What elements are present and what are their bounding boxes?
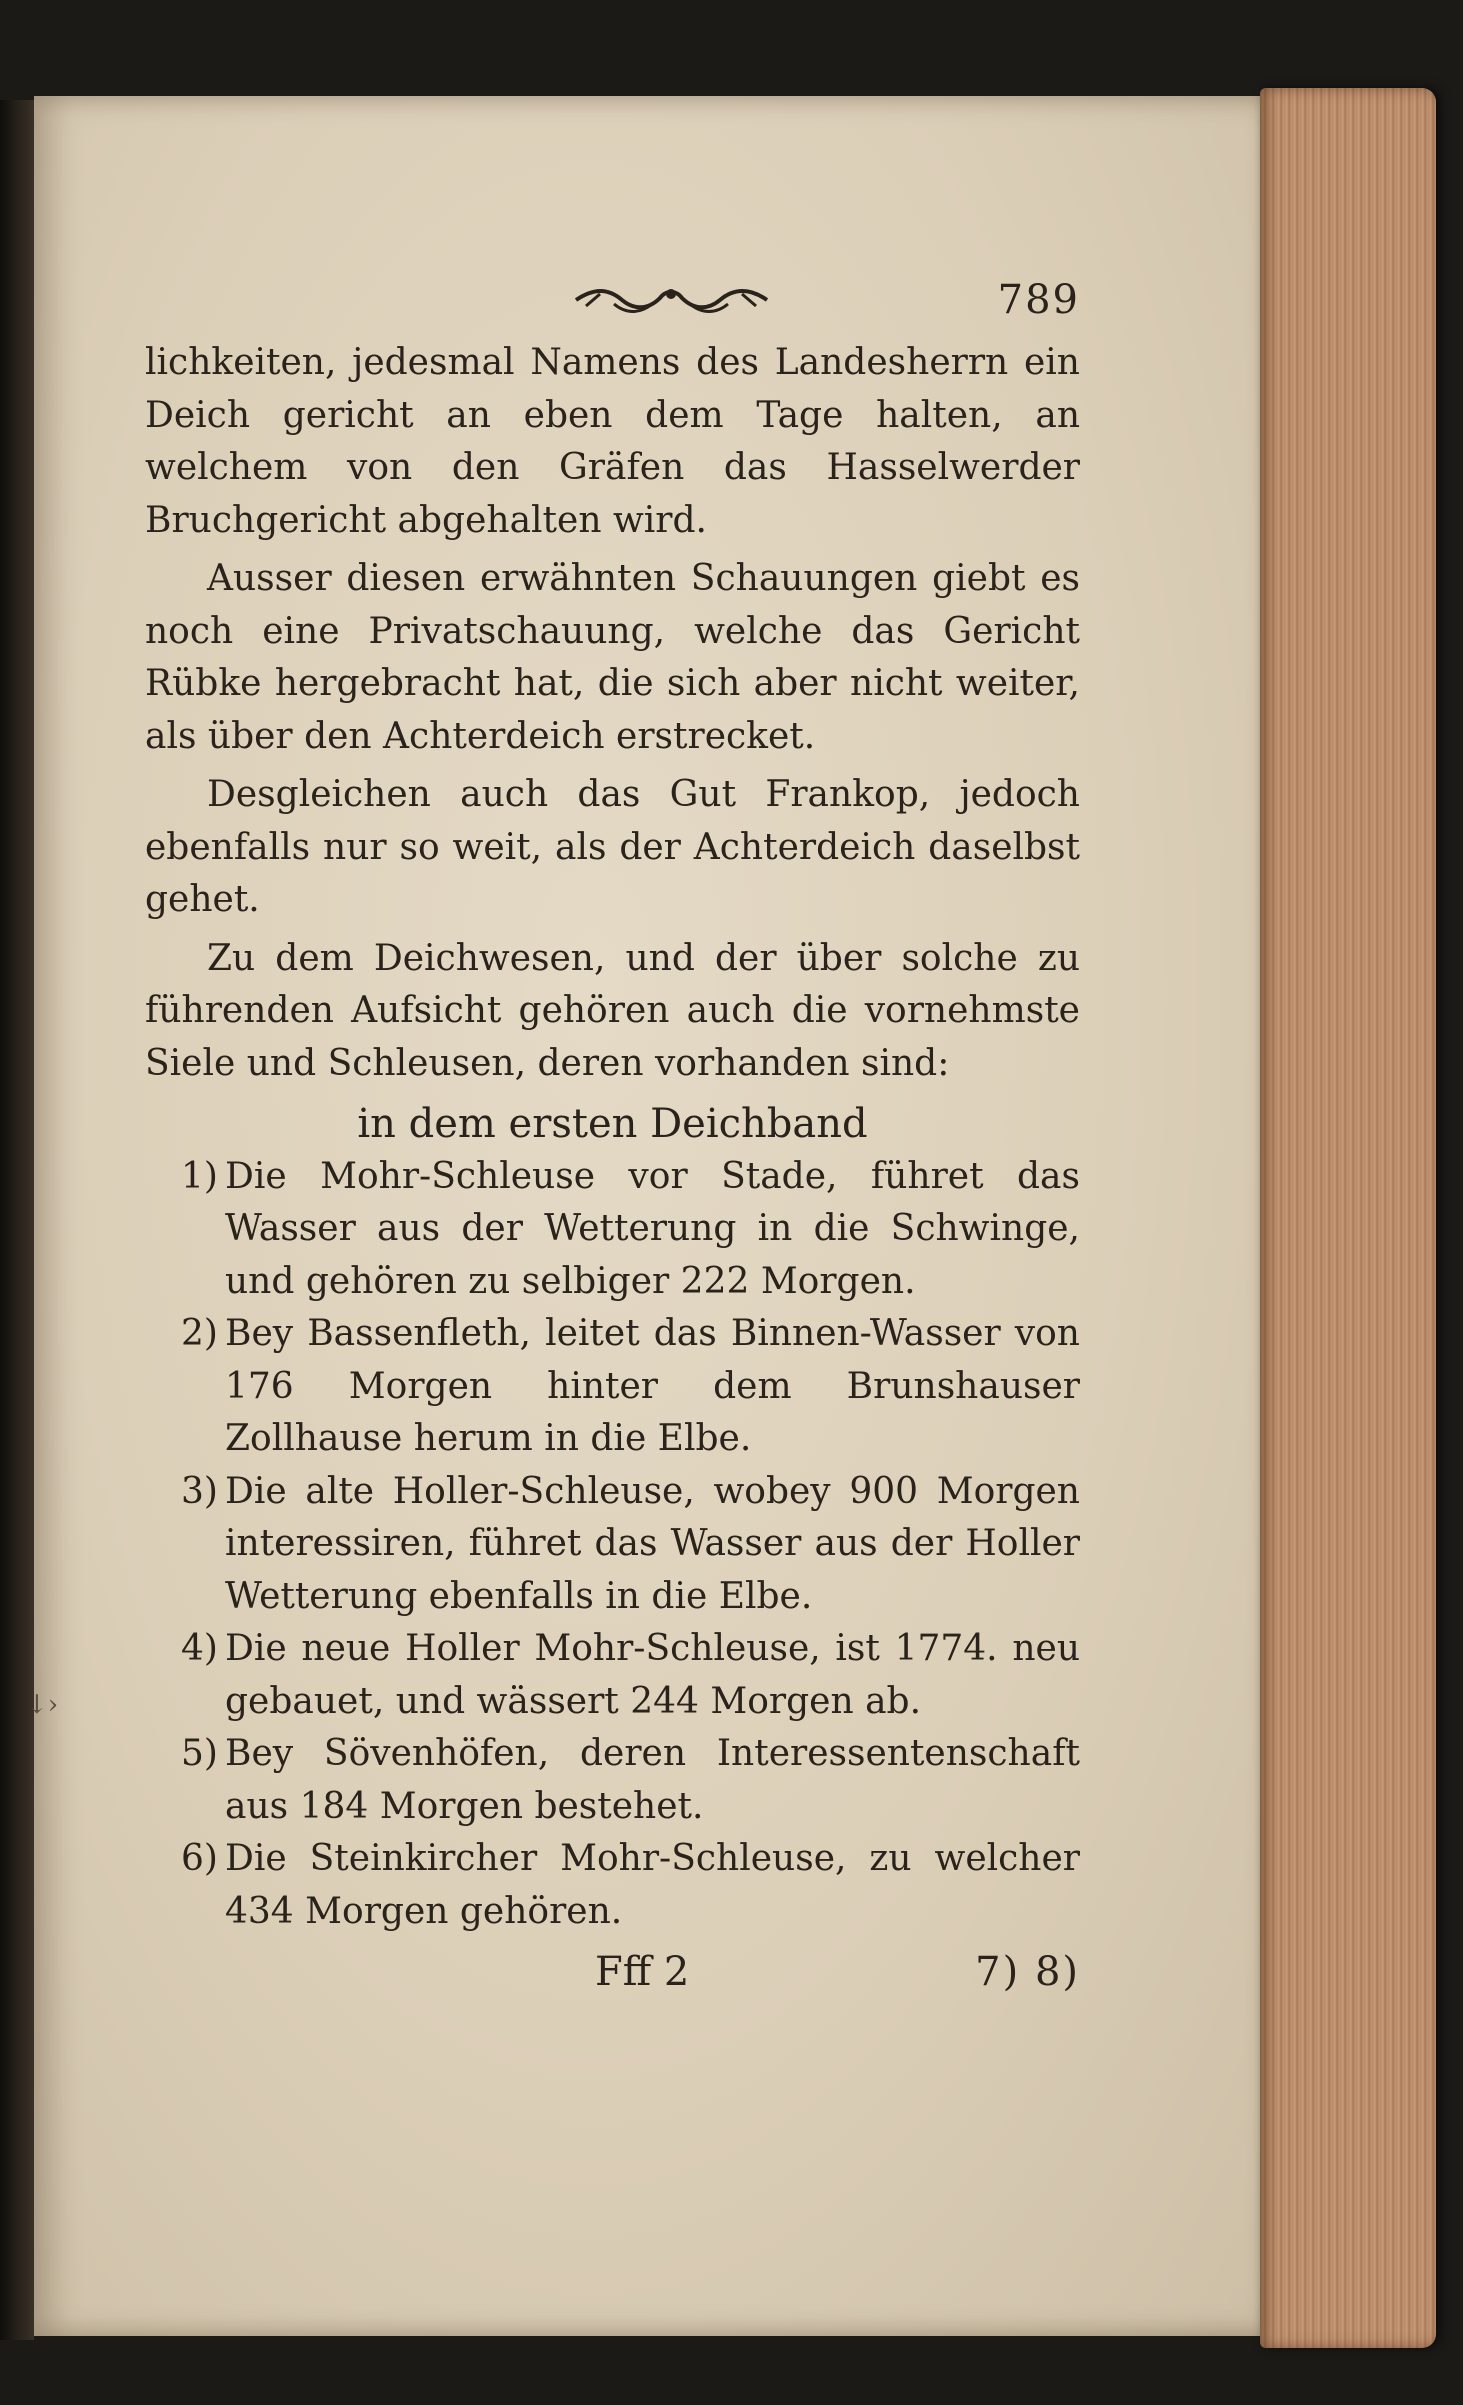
list-number: 5)	[181, 1733, 218, 1774]
list-text: Bey Sövenhöfen, deren Interessentenschaft aus 184 Morgen bestehet.	[225, 1733, 1080, 1827]
list-number: 3)	[181, 1470, 218, 1512]
list-number: 6)	[181, 1838, 218, 1879]
paragraph: Zu dem Deichwesen, und der über solche zu führenden Aufsicht gehören auch die vornehmste Siele und Schleusen, deren vorhanden sind:	[145, 937, 1080, 1084]
margin-mark: ↓›	[26, 1690, 59, 1720]
list-item	[145, 1308, 1080, 1466]
section-subheading: in dem ersten Deichband	[357, 1101, 868, 1147]
list-item	[145, 1466, 1080, 1624]
page-number: 789	[997, 276, 1080, 323]
list-item	[145, 1833, 1080, 1938]
catchword: 7) 8)	[975, 1949, 1080, 1995]
page-content	[145, 265, 1080, 1999]
list-item	[145, 1728, 1080, 1833]
fleuron-ornament-icon	[574, 280, 769, 320]
list-item	[145, 1623, 1080, 1728]
facing-page-edge	[0, 100, 34, 2340]
paragraph: Desgleichen auch das Gut Frankop, jedoch ebenfalls nur so weit, als der Achterdeich daselbst gehet.	[145, 774, 1080, 920]
list-text: Die Steinkircher Mohr-Schleuse, zu welcher 434 Morgen gehören.	[225, 1838, 1080, 1932]
page-fore-edge	[1260, 88, 1436, 2348]
list-number: 2)	[181, 1313, 218, 1354]
list-text: Die neue Holler Mohr-Schleuse, ist 1774. neu gebauet, und wässert 244 Morgen ab.	[225, 1628, 1080, 1722]
list-number: 1)	[181, 1155, 218, 1197]
paragraph: lichkeiten, jedesmal Namens des Landesherrn ein Deich gericht an eben dem Tage halten, an welchem von den Gräfen das Hasselwerder Bruchgericht abgehalten wird.	[145, 342, 1080, 541]
signature-mark: Fff 2	[595, 1949, 690, 1995]
list-text: Bey Bassenfleth, leitet das Binnen-Wasser von 176 Morgen hinter dem Brunshauser Zollhause herum in die Elbe.	[225, 1313, 1080, 1459]
running-head	[145, 265, 1080, 335]
list-item	[145, 1151, 1080, 1309]
paragraph: Ausser diesen erwähnten Schauungen giebt es noch eine Privatschauung, welche das Gericht Rübke hergebracht hat, die sich aber nicht weiter, als über den Achterdeich erstrecket.	[145, 558, 1080, 757]
list-number: 4)	[181, 1628, 218, 1669]
body-text	[145, 337, 1080, 1090]
page-footer	[145, 1946, 1080, 1999]
list-text: Die Mohr-Schleuse vor Stade, führet das Wasser aus der Wetterung in die Schwinge, und gehören zu selbiger 222 Morgen.	[225, 1155, 1080, 1302]
list-text: Die alte Holler-Schleuse, wobey 900 Morgen interessiren, führet das Wasser aus der Holler Wetterung ebenfalls in die Elbe.	[225, 1470, 1080, 1617]
sluice-list	[145, 1151, 1080, 1939]
